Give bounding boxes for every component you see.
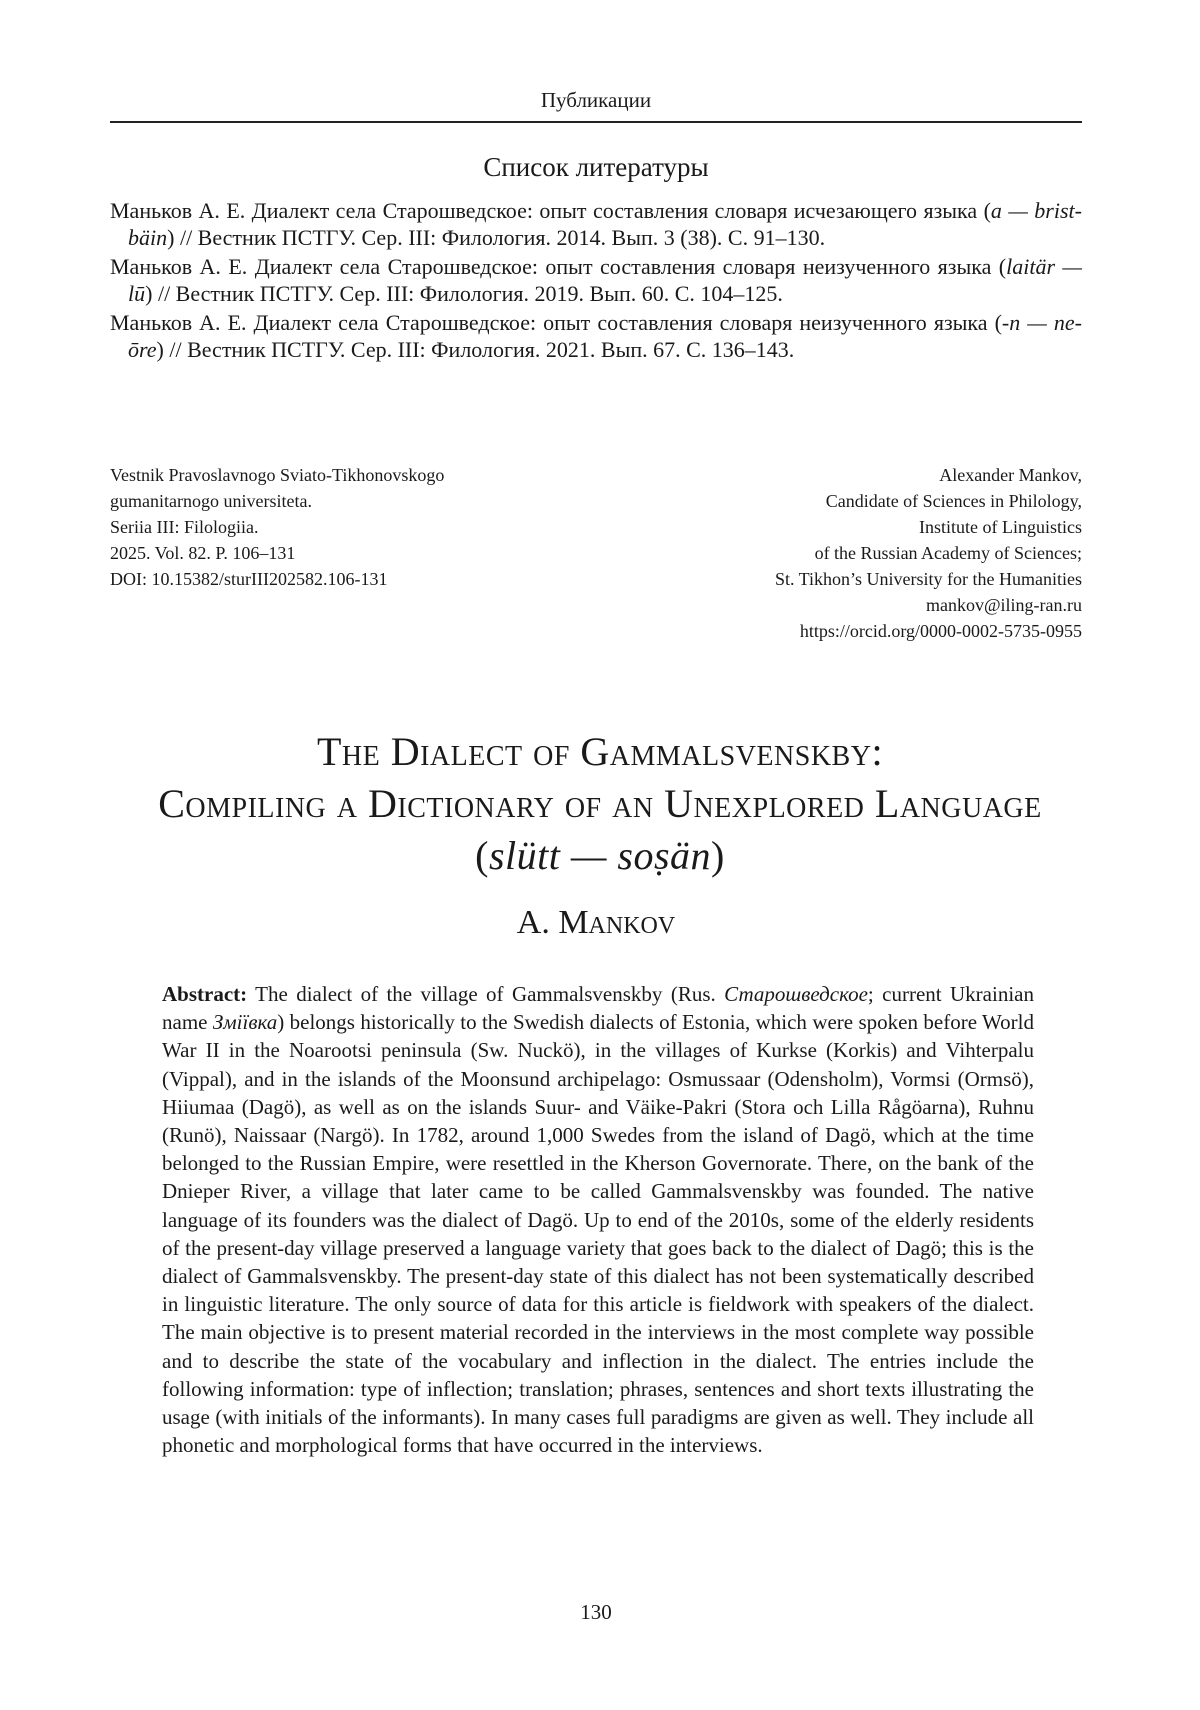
author-affiliation [562,462,1082,644]
imprint-line: Vestnik Pravoslavnogo Sviato-Tikhonovskogo [110,465,445,485]
author-info-line: Candidate of Sciences in Philology, [825,491,1082,511]
reference-item: Маньков А. Е. Диалект села Старошведское: опыт составления словаря неизученного языка (laitär — lū) // Вестник ПСТГУ. Сер. III: Филология. 2019. Вып. 60. С. 104–125. [110,254,1082,306]
abstract: Abstract: The dialect of the village of Gammalsvenskby (Rus. Старошведское; current Ukrainian name Змiївка) belongs historically to the Swedish dialects of Estonia, which were spoken before World War II in the Noarootsi peninsula (Sw. Nuckö), in the villages of Kurkse (Korkis) and Vihterpalu (Vippal), and in the islands of the Moonsund archipelago: Osmussaar (Odensholm), Vormsi (Ormsö), Hiiumaa (Dagö), as well as on the islands Suur- and Väike-Pakri (Stora och Lilla Rågöarna), Ruhnu (Runö), Naissaar (Nargö). In 1782, around 1,000 Swedes from the island of Dagö, which at the time belonged to the Russian Empire, were resettled in the Kherson Governorate. There, on the bank of the Dnieper River, a village that later came to be called Gammalsvenskby was founded. The native language of its founders was the dialect of Dagö. Up to end of the 2010s, some of the elderly residents of the present-day village preserved a language variety that goes back to the dialect of Dagö; this is the dialect of Gammalsvenskby. The present-day state of this dialect has not been systematically described in linguistic literature. The only source of data for this article is fieldwork with speakers of the dialect. The main objective is to present material recorded in the interviews in the most complete way possible and to describe the state of the vocabulary and inflection in the dialect. The entries include the following information: type of inflection; translation; phrases, sentences and short texts illustrating the usage (with initials of the informants). In many cases full paradigms are given as well. They include all phonetic and morphological forms that have occurred in the interviews. [162,982,1034,1458]
title-line: (slütt — soṣän) [475,833,725,878]
header-rule [110,121,1082,123]
references-list [110,197,1082,365]
author-info-line: Alexander Mankov, [939,465,1082,485]
doi-line: DOI: 10.15382/sturIII202582.106-131 [110,569,388,589]
author-info-line: of the Russian Academy of Sciences; [814,543,1082,563]
author-info-line: St. Tikhon’s University for the Humanities [774,569,1082,589]
abstract-label: Abstract: [162,982,248,1006]
page-number: 130 [580,1600,612,1624]
running-head: Публикации [540,88,652,112]
journal-imprint [110,462,570,592]
author-orcid: https://orcid.org/0000-0002-5735-0955 [799,621,1082,641]
article-title [60,726,1140,882]
imprint-line: 2025. Vol. 82. P. 106–131 [110,543,296,563]
imprint-line: Seriia III: Filologiia. [110,517,259,537]
title-line: Compiling a Dictionary of an Unexplored Language [158,781,1042,826]
title-line: The Dialect of Gammalsvenskby: [316,729,884,774]
reference-item: Маньков А. Е. Диалект села Старошведское: опыт составления словаря неизученного языка (-n — ne-ōre) // Вестник ПСТГУ. Сер. III: Филология. 2021. Вып. 67. С. 136–143. [110,310,1082,362]
author-info-line: Institute of Linguistics [919,517,1082,537]
reference-item: Маньков А. Е. Диалект села Старошведское: опыт составления словаря исчезающего языка (a — brist-bäin) // Вестник ПСТГУ. Сер. III: Филология. 2014. Вып. 3 (38). С. 91–130. [110,198,1082,250]
author-name: A. Mankov [516,904,676,941]
imprint-line: gumanitarnogo universiteta. [110,491,312,511]
references-title: Список литературы [483,152,709,182]
author-email: mankov@iling-ran.ru [925,595,1082,615]
